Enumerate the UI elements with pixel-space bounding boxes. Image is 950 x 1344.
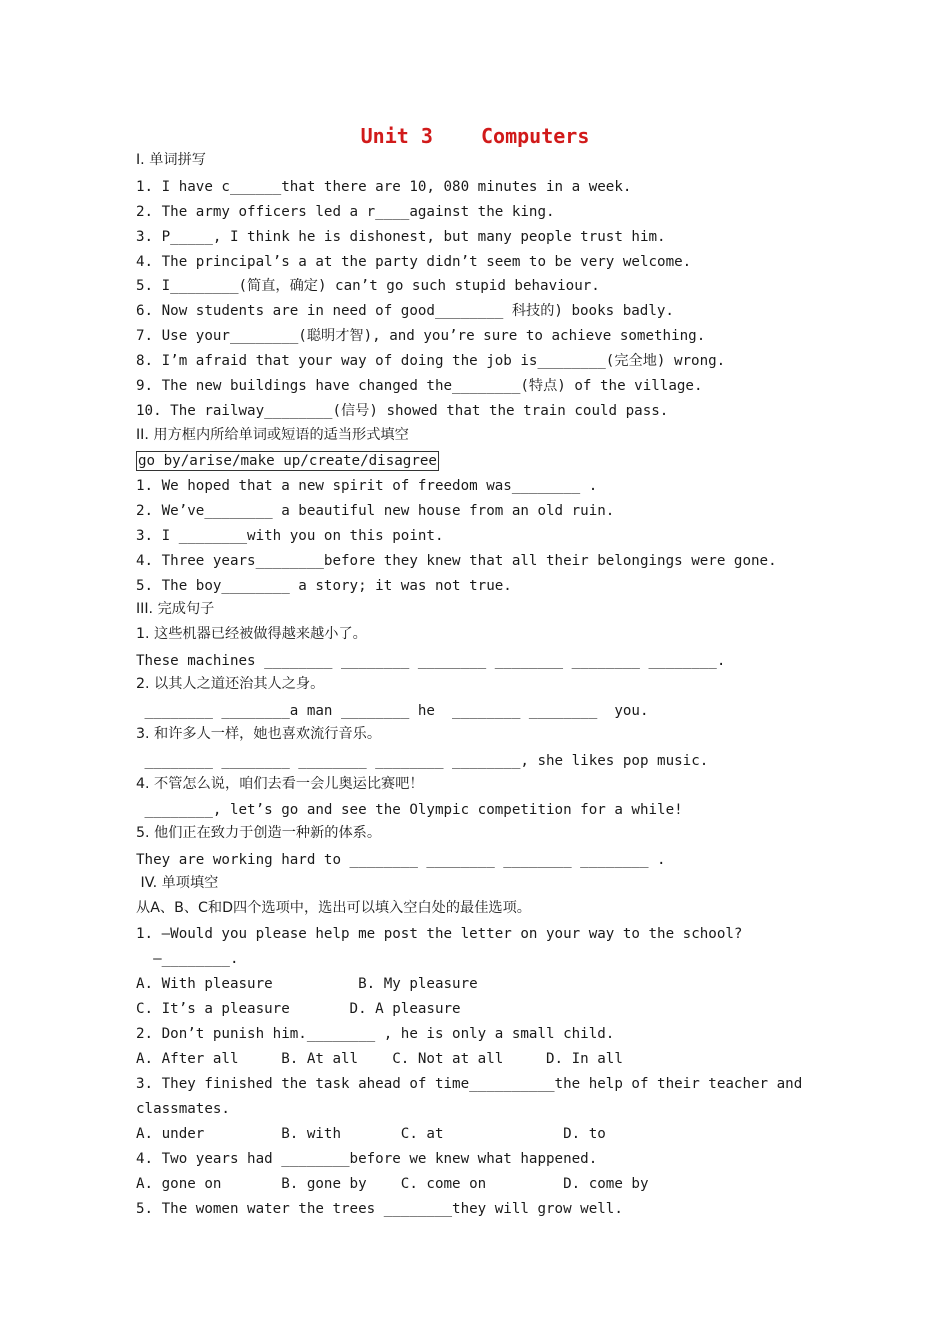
spelling-item-5: 5. I________(简直，确定) can’t go such stupid behaviour. (136, 278, 600, 294)
sentence-prompt-3: 3. 和许多人一样，她也喜欢流行音乐。 (136, 726, 382, 742)
spelling-item-9: 9. The new buildings have changed the________(特点) of the village. (136, 378, 703, 394)
multiple-choice-instruction: 从A、B、C和D四个选项中，选出可以填入空白处的最佳选项。 (136, 900, 531, 916)
mc-question-3-continued: classmates. (136, 1101, 230, 1117)
sentence-prompt-1: 1. 这些机器已经被做得越来越小了。 (136, 626, 367, 642)
spelling-item-4: 4. The principal’s a at the party didn’t seem to be very welcome. (136, 254, 692, 270)
section-heading-word-form: II. 用方框内所给单词或短语的适当形式填空 (136, 427, 409, 443)
spelling-item-3: 3. P_____, I think he is dishonest, but many people trust him. (136, 229, 666, 245)
sentence-answer-5: They are working hard to ________ ________ ________ ________ . (136, 852, 666, 868)
mc-options-3: A. under B. with C. at D. to (136, 1126, 606, 1142)
word-form-item-4: 4. Three years________before they knew that all their belongings were gone. (136, 553, 777, 569)
section-heading-complete-sentences: III. 完成句子 (136, 601, 215, 617)
mc-question-1-reply: —________. (136, 951, 239, 967)
spelling-item-10: 10. The railway________(信号) showed that the train could pass. (136, 403, 669, 419)
word-box: go by/arise/make up/create/disagree (138, 453, 437, 469)
mc-options-1a: A. With pleasure B. My pleasure (136, 976, 478, 992)
mc-question-5: 5. The women water the trees ________they will grow well. (136, 1201, 623, 1217)
spelling-item-6: 6. Now students are in need of good________ 科技的) books badly. (136, 303, 674, 319)
mc-question-1: 1. —Would you please help me post the letter on your way to the school? (136, 926, 743, 942)
sentence-prompt-2: 2. 以其人之道还治其人之身。 (136, 676, 325, 692)
sentence-answer-2: ________ ________a man ________ he ________ ________ you. (136, 703, 649, 719)
mc-options-4: A. gone on B. gone by C. come on D. come by (136, 1176, 649, 1192)
spelling-item-2: 2. The army officers led a r____against the king. (136, 204, 555, 220)
section-heading-multiple-choice: IV. 单项填空 (136, 875, 219, 891)
mc-question-4: 4. Two years had ________before we knew what happened. (136, 1151, 598, 1167)
word-form-item-3: 3. I ________with you on this point. (136, 528, 444, 544)
spelling-item-7: 7. Use your________(聪明才智), and you’re sure to achieve something. (136, 328, 706, 344)
word-form-item-5: 5. The boy________ a story; it was not true. (136, 578, 512, 594)
sentence-answer-1: These machines ________ ________ ________ ________ ________ ________. (136, 653, 726, 669)
sentence-answer-3: ________ ________ ________ ________ ________, she likes pop music. (136, 753, 709, 769)
mc-options-2: A. After all B. At all C. Not at all D. In all (136, 1051, 623, 1067)
word-form-item-1: 1. We hoped that a new spirit of freedom was________ . (136, 478, 598, 494)
sentence-prompt-5: 5. 他们正在致力于创造一种新的体系。 (136, 825, 382, 841)
section-heading-spelling: I. 单词拼写 (136, 152, 206, 168)
mc-question-3: 3. They finished the task ahead of time__________the help of their teacher and (136, 1076, 803, 1092)
mc-question-2: 2. Don’t punish him.________ , he is only a small child. (136, 1026, 615, 1042)
spelling-item-8: 8. I’m afraid that your way of doing the job is________(完全地) wrong. (136, 353, 726, 369)
mc-options-1b: C. It’s a pleasure D. A pleasure (136, 1001, 461, 1017)
sentence-answer-4: ________, let’s go and see the Olympic competition for a while! (136, 802, 683, 818)
sentence-prompt-4: 4. 不管怎么说，咱们去看一会儿奥运比赛吧！ (136, 776, 424, 792)
page-title: Unit 3 Computers (360, 124, 590, 148)
spelling-item-1: 1. I have c______that there are 10, 080 minutes in a week. (136, 179, 632, 195)
word-form-item-2: 2. We’ve________ a beautiful new house from an old ruin. (136, 503, 615, 519)
